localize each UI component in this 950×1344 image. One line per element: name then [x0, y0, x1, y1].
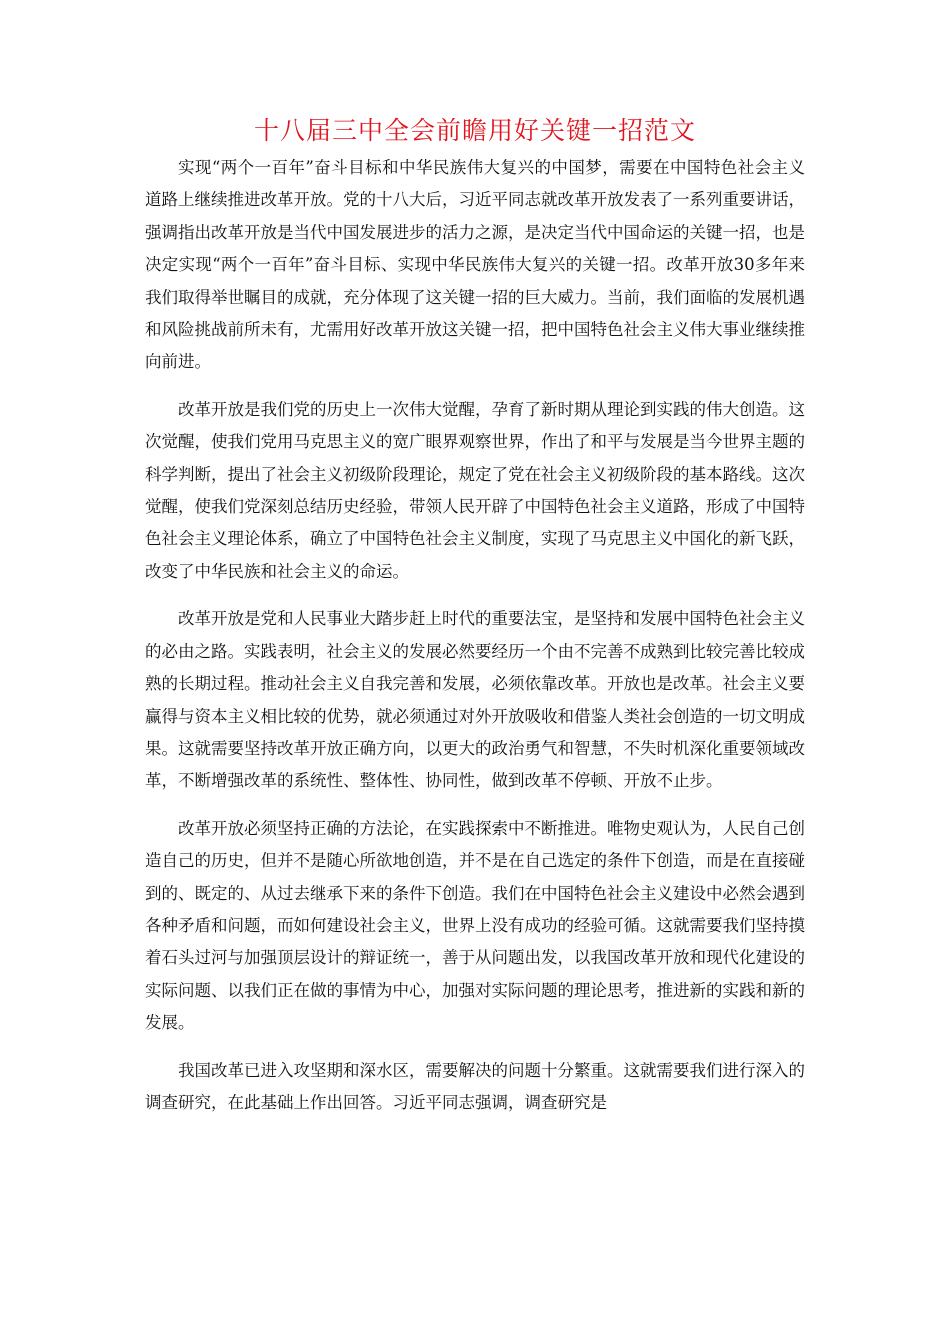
paragraph-4: 改革开放必须坚持正确的方法论，在实践探索中不断推进。唯物史观认为，人民自己创造自己的历史，但并不是随心所欲地创造，并不是在自己选定的条件下创造，而是在直接碰到的、既定的、从过去继承下来的条件下创造。我们在中国特色社会主义建设中必然会遇到各种矛盾和问题，而如何建设社会主义，世界上没有成功的经验可循。这就需要我们坚持摸着石头过河与加强顶层设计的辩证统一，善于从问题出发，以我国改革开放和现代化建设的实际问题、以我们正在做的事情为中心，加强对实际问题的理论思考，推进新的实践和新的发展。 — [145, 818, 805, 1033]
document-body — [145, 152, 805, 1134]
paragraph-3: 改革开放是党和人民事业大踏步赶上时代的重要法宝，是坚持和发展中国特色社会主义的必由之路。实践表明，社会主义的发展必然要经历一个由不完善不成熟到比较完善比较成熟的长期过程。推动社会主义自我完善和发展，必须依靠改革。开放也是改革。社会主义要赢得与资本主义相比较的优势，就必须通过对外开放吸收和借鉴人类社会创造的一切文明成果。这就需要坚持改革开放正确方向，以更大的政治勇气和智慧，不失时机深化重要领域改革，不断增强改革的系统性、整体性、协同性，做到改革不停顿、开放不止步。 — [145, 609, 805, 791]
paragraph-2: 改革开放是我们党的历史上一次伟大觉醒，孕育了新时期从理论到实践的伟大创造。这次觉醒，使我们党用马克思主义的宽广眼界观察世界，作出了和平与发展是当今世界主题的科学判断，提出了社会主义初级阶段理论，规定了党在社会主义初级阶段的基本路线。这次觉醒，使我们党深刻总结历史经验，带领人民开辟了中国特色社会主义道路，形成了中国特色社会主义理论体系，确立了中国特色社会主义制度，实现了马克思主义中国化的新飞跃，改变了中华民族和社会主义的命运。 — [145, 399, 805, 581]
document-title: 十八届三中全会前瞻用好关键一招范文 — [253, 116, 696, 145]
paragraph-1: 实现“两个一百年”奋斗目标和中华民族伟大复兴的中国梦，需要在中国特色社会主义道路上继续推进改革开放。党的十八大后，习近平同志就改革开放发表了一系列重要讲话，强调指出改革开放是当代中国发展进步的活力之源，是决定当代中国命运的关键一招，也是决定实现“两个一百年”奋斗目标、实现中华民族伟大复兴的关键一招。改革开放30多年来我们取得举世瞩目的成就，充分体现了这关键一招的巨大威力。当前，我们面临的发展机遇和风险挑战前所未有，尤需用好改革开放这关键一招，把中国特色社会主义伟大事业继续推向前进。 — [145, 158, 805, 372]
paragraph-5: 我国改革已进入攻坚期和深水区，需要解决的问题十分繁重。这就需要我们进行深入的调查研究，在此基础上作出回答。习近平同志强调，调查研究是 — [145, 1060, 805, 1112]
